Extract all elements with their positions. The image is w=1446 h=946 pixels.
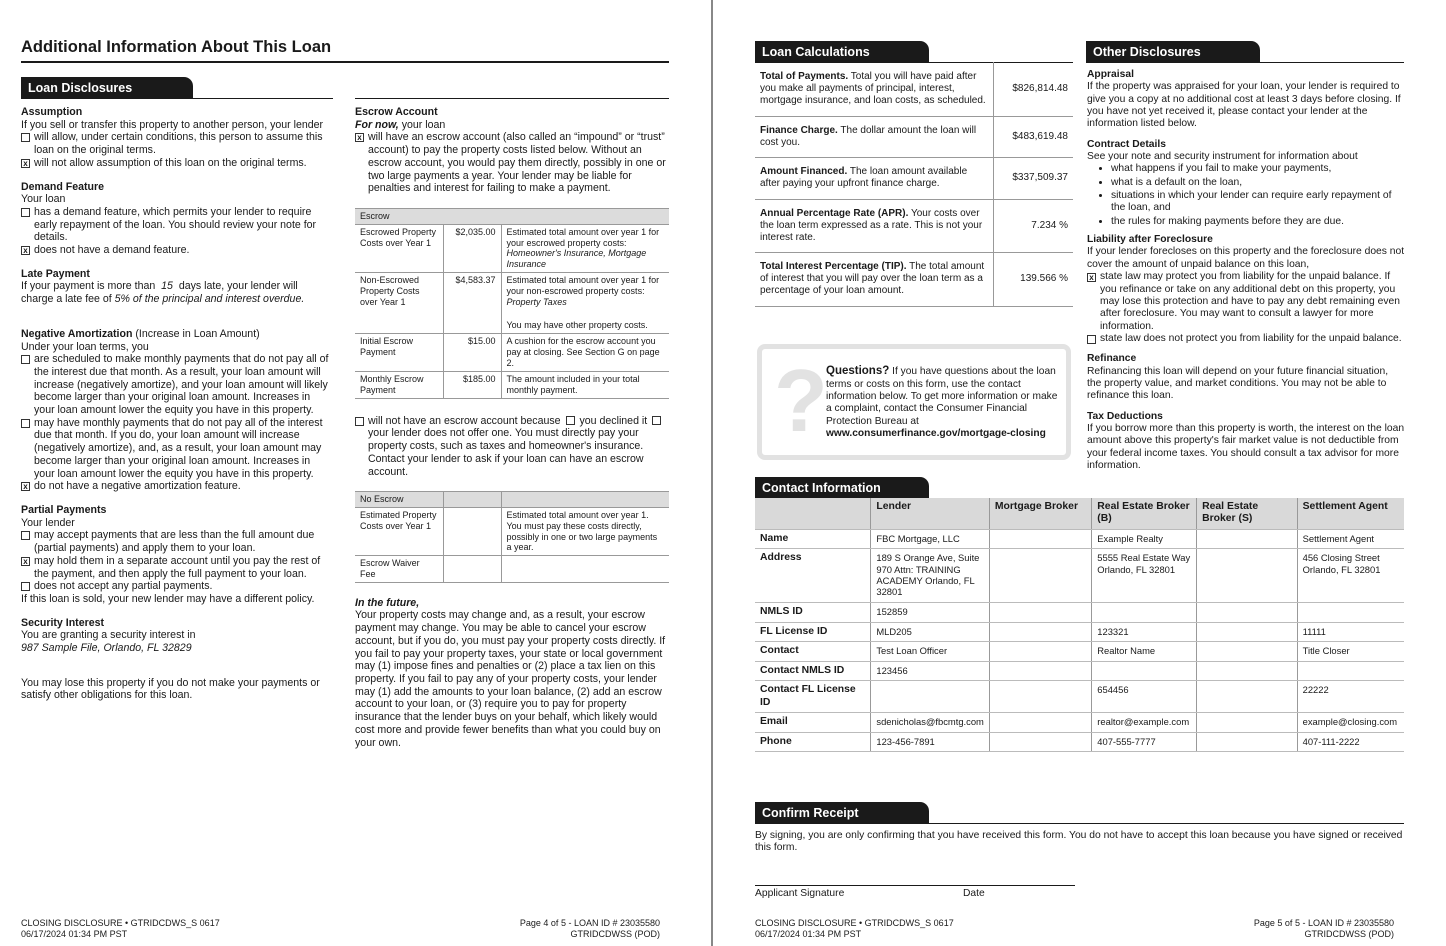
checkbox-checked[interactable]: x [21, 482, 30, 491]
calc-table [755, 62, 1073, 307]
contact-row: NMLS ID 152859 [755, 603, 1404, 622]
liability-option-protect: x state law may protect you from liability for the unpaid balance. If you refinance or take on any additional debt on this property, you may lose this protection and have to pay any debt remaining even after foreclosure. You may want to consult a lawyer for more information. [1087, 271, 1405, 333]
checkbox[interactable] [21, 208, 30, 217]
escrow-column [355, 98, 669, 99]
checkbox[interactable] [355, 417, 364, 426]
liability-heading: Liability after Foreclosure [1087, 234, 1213, 246]
no-escrow-row: Escrow Waiver Fee [355, 556, 669, 583]
assumption-section [21, 106, 333, 170]
date-label: Date [963, 888, 985, 899]
escrow-section [355, 106, 669, 749]
negam-option-scheduled: are scheduled to make monthly payments that do not pay all of the interest due that month. As a result, your loan amount will increase (negatively amortize), and your loan amount will likely become larger than your original loan amount. Increases in your loan amount lower the equity you have in this property. [21, 353, 333, 417]
contact-row: Email sdenicholas@fbcmtg.com realtor@example.com example@closing.com [755, 713, 1404, 732]
contact-row: Contact NMLS ID 123456 [755, 661, 1404, 680]
security-interest-heading: Security Interest [21, 616, 105, 629]
contact-table [755, 498, 1404, 752]
assumption-intro: If you sell or transfer this property to another person, your lender [21, 118, 324, 131]
checkbox[interactable] [21, 355, 30, 364]
negative-amortization-section [21, 328, 333, 493]
partial-intro: Your lender [21, 516, 75, 529]
contact-row: Contact Test Loan Officer Realtor Name Title Closer [755, 642, 1404, 661]
refinance-section: Refinance Refinancing this loan will depend on your future financial situation, the property value, and market conditions. You may not be able to refinance this loan. [1087, 353, 1405, 402]
footer-left: CLOSING DISCLOSURE • GTRIDCDWS_S 0617 06/17/2024 01:34 PM PST [755, 918, 954, 940]
checkbox-declined[interactable] [566, 416, 575, 425]
escrow-row: Non-Escrowed Property Costs over Year 1 $4,583.37 Estimated total amount over year 1 for your non-escrowed property costs: Property Taxes You may have other property costs. [355, 272, 669, 333]
future-text: Your property costs may change and, as a result, your escrow payment may change. You may be able to cancel your escrow account, but if you do, you must pay your property costs directly. If you fail to pay your property taxes, your state or local government may (1) impose fines and penalties or (2) place a tax lien on this property. If you fail to pay any of your property costs, your lender may (1) add the amounts to your loan balance, (2) add an escrow account to your loan, or (3) require you to pay for property insurance that the lender buys on your behalf, which likely would cost more and provide fewer benefits than what you could buy on your own. [355, 609, 666, 749]
liability-section: Liability after Foreclosure If your lender forecloses on this property and the foreclosure does not cover the amount of unpaid balance on this loan, x state law may protect you from liability for the unpaid balance. If you refinance or take on any additional debt on this property, you may lose this protection and have to pay any debt remaining even after foreclosure. You may want to consult a lawyer for more information. state law does not protect you from liability for the unpaid balance. [1087, 234, 1405, 344]
demand-option-not: x does not have a demand feature. [21, 244, 333, 257]
checkbox-checked[interactable]: x [21, 557, 30, 566]
assumption-option-allow: will allow, under certain conditions, this person to assume this loan on the original terms. [21, 131, 333, 156]
question-mark-icon: ? [774, 351, 828, 450]
appraisal-heading: Appraisal [1087, 69, 1134, 80]
escrow-heading: Escrow Account [355, 106, 438, 118]
tax-deductions-section: Tax Deductions If you borrow more than this property is worth, the interest on the loan amount above this property's fair market value is not deductible from your federal income taxes. You should consult a tax advisor for more information. [1087, 410, 1405, 471]
questions-box [757, 344, 1071, 460]
calc-row: Amount Financed. The loan amount available after paying your upfront finance charge. $337,509.37 [755, 157, 1073, 199]
checkbox[interactable] [21, 531, 30, 540]
no-escrow-table [355, 491, 669, 583]
liability-option-not-protect: state law does not protect you from liability for the unpaid balance. [1087, 333, 1405, 345]
property-address: 987 Sample File, Orlando, FL 32829 [21, 642, 192, 655]
tax-heading: Tax Deductions [1087, 410, 1163, 422]
partial-option-accept: may accept payments that are less than the full amount due (partial payments) and apply them to your loan. [21, 529, 333, 554]
escrow-row: Monthly Escrow Payment $185.00 The amount included in your total monthly payment. [355, 372, 669, 399]
signature-label: Applicant Signature [755, 888, 845, 899]
loan-calculations-header [755, 41, 1073, 63]
contact-row: Name FBC Mortgage, LLC Example Realty Settlement Agent [755, 529, 1404, 548]
late-payment-heading: Late Payment [21, 267, 90, 280]
confirm-receipt-tab: Confirm Receipt [755, 802, 929, 823]
calc-row: Annual Percentage Rate (APR). Your costs over the loan term expressed as a rate. This is not your interest rate. 7.234 % [755, 199, 1073, 252]
escrow-for-now: For now, your loan [355, 118, 446, 131]
contact-information [755, 498, 1404, 752]
refinance-heading: Refinance [1087, 353, 1137, 365]
demand-section [21, 181, 333, 257]
contract-bullet: • what happens if you fail to make your payments, [1111, 163, 1405, 175]
contact-header-row: Lender Mortgage Broker Real Estate Broker (B) Real Estate Broker (S) Settlement Agent [755, 498, 1404, 529]
contract-bullet: • the rules for making payments before they are due. [1111, 216, 1405, 228]
contract-bullet: • what is a default on the loan, [1111, 177, 1405, 189]
confirm-receipt-header [755, 802, 1404, 824]
partial-option-not-accept: does not accept any partial payments. [21, 580, 333, 593]
signature-line[interactable] [755, 885, 1075, 886]
other-disclosures [1087, 69, 1405, 472]
contract-details-section: Contract Details See your note and security instrument for information about • what happens if you fail to make your payments, • what is a default on the loan, • situations in which your lender can require early repayment of the loan, and • the rules for making payments before they are due. [1087, 139, 1405, 228]
footer-left: CLOSING DISCLOSURE • GTRIDCDWS_S 0617 06/17/2024 01:34 PM PST [21, 918, 220, 940]
future-heading: In the future, [355, 596, 420, 609]
contact-row: FL License ID MLD205 123321 11111 [755, 622, 1404, 641]
assumption-option-not-allow: x will not allow assumption of this loan on the original terms. [21, 157, 333, 170]
escrow-table [355, 208, 669, 399]
negam-option-may: may have monthly payments that do not pay all of the interest due that month. If you do, your loan amount will increase (negatively amortize), and, as a result, your loan amount may become larger than your original loan amount. Increases in your loan amount lower the equity you have in this property. [21, 417, 333, 481]
contact-information-tab: Contact Information [755, 477, 929, 498]
escrow-future [355, 597, 669, 749]
checkbox[interactable] [1087, 335, 1096, 344]
footer-right: Page 5 of 5 - LOAN ID # 23035580 GTRIDCDWSS (POD) [1253, 918, 1394, 940]
footer-right: Page 4 of 5 - LOAN ID # 23035580 GTRIDCDWSS (POD) [519, 918, 660, 940]
checkbox[interactable] [21, 419, 30, 428]
other-disclosures-header [1086, 41, 1404, 63]
security-text: You are granting a security interest in [21, 629, 196, 642]
page-5 [713, 0, 1446, 946]
checkbox-checked[interactable]: x [1087, 273, 1096, 282]
contract-bullet: • situations in which your lender can require early repayment of the loan, and [1111, 190, 1405, 215]
escrow-option-no-escrow: will not have an escrow account because you declined it your lender does not offer one. You must directly pay your property costs, such as taxes and homeowner's insurance. Contact your lender to ask if your loan can have an escrow account. [355, 415, 669, 479]
confirm-receipt-text: By signing, you are only confirming that you have received this form. You do not have to accept this loan because you have signed or received this form. [755, 830, 1403, 854]
loan-calculations [755, 62, 1073, 307]
contact-row: Contact FL License ID 654456 22222 [755, 681, 1404, 713]
escrow-row: Escrowed Property Costs over Year 1 $2,035.00 Estimated total amount over year 1 for your escrowed property costs: Homeowner's Insurance, Mortgage Insurance [355, 224, 669, 272]
questions-text: Questions? If you have questions about the loan terms or costs on this form, use the contact information below. To get more information or make a complaint, contact the Consumer Financial Protection Bureau at www.consumerfinance.gov/mortgage-closing [826, 365, 1062, 440]
checkbox-checked[interactable]: x [21, 159, 30, 168]
page-title: Additional Information About This Loan [21, 38, 669, 63]
no-escrow-header: No Escrow [355, 492, 443, 508]
assumption-heading: Assumption [21, 106, 83, 118]
calc-row: Finance Charge. The dollar amount the loan will cost you. $483,619.48 [755, 116, 1073, 157]
checkbox[interactable] [21, 582, 30, 591]
loan-disclosures-tab: Loan Disclosures [21, 77, 193, 98]
checkbox-checked[interactable]: x [21, 246, 30, 255]
calc-row: Total Interest Percentage (TIP). The total amount of interest that you will pay over the loan term as a percentage of your loan amount. 139.566 % [755, 252, 1073, 306]
contact-information-header [755, 477, 929, 498]
checkbox-not-offered[interactable] [652, 416, 661, 425]
contact-row: Phone 123-456-7891 407-555-7777 407-111-2222 [755, 732, 1404, 751]
contact-row: Address 189 S Orange Ave, Suite 970 Attn: TRAINING ACADEMY Orlando, FL 32801 5555 Real Estate Way Orlando, FL 32801 456 Closing Street Orlando, FL 32801 [755, 549, 1404, 603]
checkbox[interactable] [21, 133, 30, 142]
partial-option-hold: x may hold them in a separate account until you pay the rest of the payment, and then apply the full payment to your loan. [21, 555, 333, 580]
security-warning: You may lose this property if you do not make your payments or satisfy other obligations for this loan. [21, 676, 320, 702]
appraisal-section: Appraisal If the property was appraised for your loan, your lender is required to give you a copy at no additional cost at least 3 days before closing. If you have not yet received it, please contact your lender at the information listed below. [1087, 69, 1405, 131]
loan-disclosures-column [21, 106, 333, 713]
contract-heading: Contract Details [1087, 138, 1166, 150]
negam-option-none: x do not have a negative amortization feature. [21, 480, 333, 493]
demand-heading: Demand Feature [21, 180, 105, 193]
partial-payments-heading: Partial Payments [21, 503, 107, 516]
demand-intro: Your loan [21, 193, 66, 206]
loan-disclosures-header [21, 77, 333, 99]
partial-note: If this loan is sold, your new lender may have a different policy. [21, 592, 315, 605]
demand-option-has: has a demand feature, which permits your lender to require early repayment of the loan. You should review your note for details. [21, 206, 333, 244]
no-escrow-row: Estimated Property Costs over Year 1 Estimated total amount over year 1. You must pay these costs directly, possibly in one or two large payments a year. [355, 508, 669, 556]
escrow-row: Initial Escrow Payment $15.00 A cushion for the escrow account you pay at closing. See Section G on page 2. [355, 334, 669, 372]
loan-calculations-tab: Loan Calculations [755, 41, 929, 62]
negative-amortization-heading: Negative Amortization (Increase in Loan Amount) [21, 327, 260, 340]
cfpb-link[interactable]: www.consumerfinance.gov/mortgage-closing [826, 427, 1046, 439]
security-interest-section [21, 617, 333, 703]
negam-intro: Under your loan terms, you [21, 340, 149, 353]
page-4 [0, 0, 713, 946]
escrow-option-will-have: x will have an escrow account (also called an “impound” or “trust” account) to pay the property costs listed below. Without an escrow account, you would pay them directly, possibly in one or two large payments a year. Your lender may be liable for penalties and interest for failing to make a payment. [355, 131, 669, 195]
checkbox-checked[interactable]: x [355, 133, 364, 142]
partial-payments-section [21, 504, 333, 606]
late-payment-text: If your payment is more than 15 days late, your lender will charge a late fee of 5% of the principal and interest overdue. [21, 280, 305, 306]
late-payment-section [21, 268, 333, 306]
calc-row: Total of Payments. Total you will have paid after you make all payments of principal, interest, mortgage insurance, and loan costs, as scheduled. $826,814.48 [755, 62, 1073, 116]
escrow-table-header: Escrow [355, 208, 669, 224]
other-disclosures-tab: Other Disclosures [1086, 41, 1260, 62]
